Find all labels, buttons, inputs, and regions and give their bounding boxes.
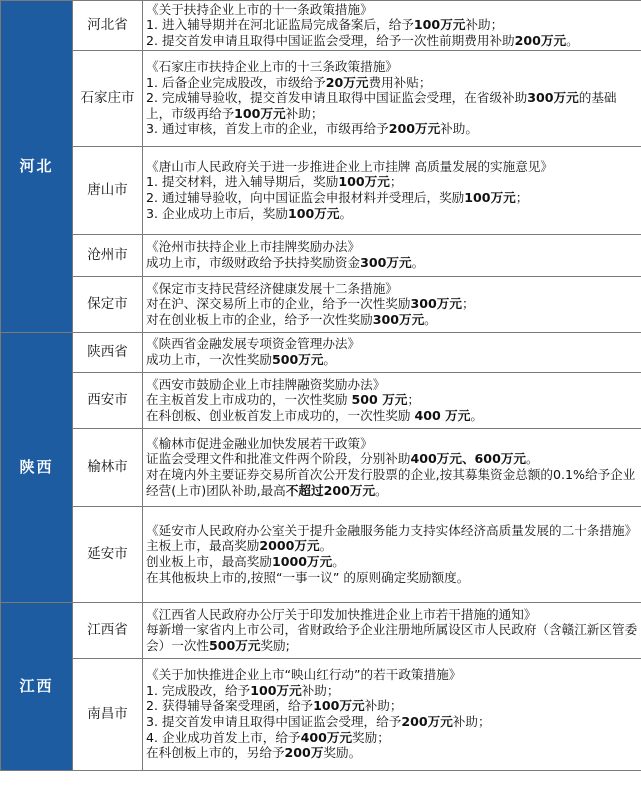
city-cell: 沧州市 <box>73 235 143 277</box>
city-cell: 南昌市 <box>73 659 143 771</box>
policy-title: 《陕西省金融发展专项资金管理办法》 <box>146 336 361 352</box>
policy-cell <box>143 333 641 373</box>
policy-line: 4. 企业成功首发上市，给予400万元奖励； <box>146 729 390 745</box>
policy-title: 《保定市支持民营经济健康发展十二条措施》 <box>146 280 398 296</box>
policy-line: 2. 提交首发申请且取得中国证监会受理，给予一次性前期费用补助200万元。 <box>146 32 579 48</box>
policy-title: 《西安市鼓励企业上市挂牌融资奖励办法》 <box>146 376 386 392</box>
policy-line: 1. 提交材料，进入辅导期后，奖励100万元； <box>146 174 403 190</box>
policy-cell <box>143 51 641 147</box>
policy-line: 在科创板上市的，另给予200万奖励。 <box>146 745 362 761</box>
table-row <box>1 235 641 277</box>
city-cell: 榆林市 <box>73 429 143 507</box>
policy-cell <box>143 277 641 333</box>
province-cell: 江西 <box>1 603 73 771</box>
policy-line: 3. 提交首发申请且取得中国证监会受理，给予200万元补助； <box>146 714 491 729</box>
city-cell: 延安市 <box>73 507 143 603</box>
table-row <box>1 333 641 373</box>
policy-line: 在其他板块上市的,按照“一事一议” 的原则确定奖励额度。 <box>146 569 470 585</box>
table-row <box>1 429 641 507</box>
city-cell: 石家庄市 <box>73 51 143 147</box>
policy-title: 《关于扶持企业上市的十一条政策措施》 <box>146 1 373 17</box>
policy-line: 对在境内外主要证券交易所首次公开发行股票的企业,按其募集资金总额的0.1%给予企业经营(上市)团队补助,最高不超过200万元。 <box>146 467 636 498</box>
policy-title: 《石家庄市扶持企业上市的十三条政策措施》 <box>146 59 398 75</box>
policy-cell <box>143 429 641 507</box>
policy-cell <box>143 1 641 51</box>
province-cell: 河北 <box>1 1 73 333</box>
policy-cell <box>143 373 641 429</box>
policy-line: 1. 后备企业完成股改，市级给予20万元费用补贴； <box>146 74 432 90</box>
policy-cell <box>143 147 641 235</box>
province-cell: 陕西 <box>1 333 73 603</box>
policy-cell <box>143 603 641 659</box>
policy-title: 《唐山市人民政府关于进一步推进企业上市挂牌 高质量发展的实施意见》 <box>146 158 554 174</box>
policy-line: 创业板上市，最高奖励1000万元。 <box>146 554 345 569</box>
policy-cell <box>143 507 641 603</box>
policy-title: 《沧州市扶持企业上市挂牌奖励办法》 <box>146 239 361 255</box>
policy-line: 每新增一家省内上市公司，省财政给予企业注册地所属设区市人民政府（含赣江新区管委会）一次性500万元奖励; <box>146 622 638 653</box>
policy-line: 对在创业板上市的企业，给予一次性奖励300万元。 <box>146 311 437 327</box>
table-row <box>1 603 641 659</box>
policy-line: 在科创板、创业板首发上市成功的，一次性奖励 400 万元。 <box>146 407 483 423</box>
city-cell: 保定市 <box>73 277 143 333</box>
city-cell: 河北省 <box>73 1 143 51</box>
table-row <box>1 659 641 771</box>
table-row <box>1 51 641 147</box>
policy-title: 《延安市人民政府办公室关于提升金融服务能力支持实体经济高质量发展的二十条措施》 <box>146 522 638 538</box>
policy-line: 2. 通过辅导验收，向中国证监会申报材料并受理后，奖励100万元； <box>146 190 529 205</box>
table-row <box>1 1 641 51</box>
policy-cell <box>143 659 641 771</box>
policy-cell <box>143 235 641 277</box>
policy-line: 在主板首发上市成功的，一次性奖励 500 万元； <box>146 392 420 408</box>
policy-title: 《榆林市促进金融业加快发展若干政策》 <box>146 435 373 451</box>
policy-title: 《江西省人民政府办公厅关于印发加快推进企业上市若干措施的通知》 <box>146 606 537 622</box>
policy-line: 1. 进入辅导期并在河北证监局完成备案后，给予100万元补助； <box>146 17 504 33</box>
policy-line: 主板上市，最高奖励2000万元。 <box>146 538 333 554</box>
policy-line: 成功上市，市级财政给予扶持奖励资金300万元。 <box>146 255 425 270</box>
table-row <box>1 373 641 429</box>
city-cell: 陕西省 <box>73 333 143 373</box>
policy-line: 对在沪、深交易所上市的企业，给予一次性奖励300万元； <box>146 296 475 312</box>
policy-line: 3. 通过审核，首发上市的企业，市级再给予200万元补助。 <box>146 121 478 137</box>
policy-line: 1. 完成股改，给予100万元补助； <box>146 682 340 698</box>
policy-line: 3. 企业成功上市后，奖励100万元。 <box>146 205 353 221</box>
table-row <box>1 147 641 235</box>
policy-line: 2. 获得辅导备案受理函，给予100万元补助； <box>146 698 403 714</box>
table-row <box>1 507 641 603</box>
table-row <box>1 277 641 333</box>
policy-line: 成功上市，一次性奖励500万元。 <box>146 352 337 367</box>
city-cell: 江西省 <box>73 603 143 659</box>
policy-title: 《关于加快推进企业上市“映山红行动”的若干政策措施》 <box>146 667 462 683</box>
city-cell: 唐山市 <box>73 147 143 235</box>
policy-line: 2. 完成辅导验收，提交首发申请且取得中国证监会受理，在省级补助300万元的基础上，市级再给予100万元补助； <box>146 90 617 121</box>
policy-line: 证监会受理文件和批准文件两个阶段，分别补助400万元、600万元。 <box>146 451 539 467</box>
city-cell: 西安市 <box>73 373 143 429</box>
